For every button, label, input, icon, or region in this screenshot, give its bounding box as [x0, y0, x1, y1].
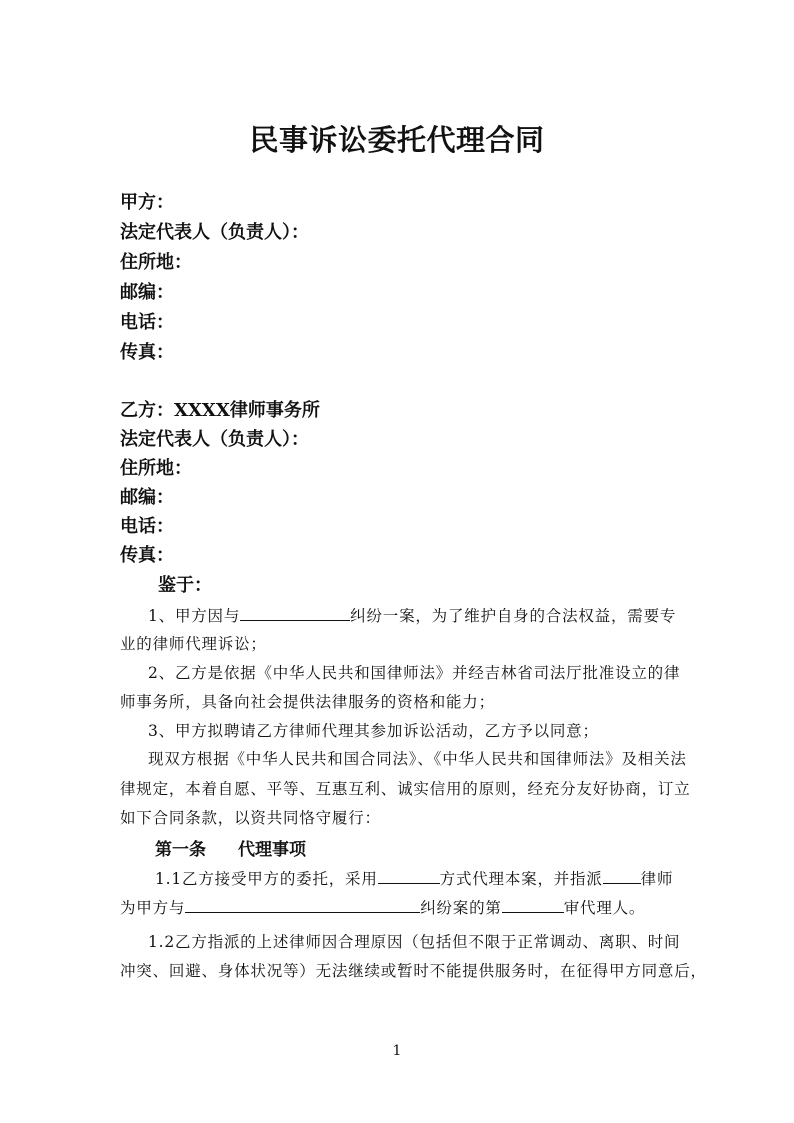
item-1-1-part-c: 律师 [640, 870, 674, 888]
clause-1-part-2: 纠纷一案，为了维护自身的合法权益，需要专 [350, 607, 677, 625]
article-1-title: 代理事项 [238, 840, 306, 860]
trial-instance-blank[interactable] [502, 897, 564, 913]
page-number: 1 [392, 1043, 402, 1059]
agreement-line-2: 律规定，本着自愿、平等、互惠互利、诚实信用的原则，经充分友好协商，订立 [120, 780, 691, 798]
party-b-phone: 电话： [120, 516, 174, 537]
clause-1-part-1: 1、甲方因与 [148, 607, 241, 625]
item-1-1-part-e: 纠纷案的第 [420, 899, 502, 917]
party-b-fax: 传真： [120, 545, 174, 566]
article-1-heading [155, 835, 306, 860]
party-b-label: 乙方：XXXX律师事务所 [120, 400, 320, 421]
party-b-address: 住所地： [120, 458, 192, 479]
party-a-phone: 电话： [120, 312, 174, 333]
item-1-1-part-f: 审代理人。 [563, 899, 646, 917]
party-b-representative: 法定代表人（负责人）： [120, 429, 309, 450]
page-title: 民事诉讼委托代理合同 [249, 123, 545, 157]
case-party-blank[interactable] [240, 605, 350, 621]
party-a-address: 住所地： [120, 252, 192, 273]
item-1-2-line-1: 1.2乙方指派的上述律师因合理原因（包括但不限于正常调动、离职、时间 [148, 933, 681, 951]
party-b-postcode: 邮编： [120, 487, 174, 508]
party-a-label: 甲方： [120, 192, 174, 213]
article-1-number: 第一条 [155, 840, 206, 860]
item-1-1-line-2 [120, 896, 680, 918]
clause-2-line-1: 2、乙方是依据《中华人民共和国律师法》并经吉林省司法厅批准设立的律 [148, 664, 681, 682]
party-a-postcode: 邮编： [120, 282, 174, 303]
item-1-1-part-b: 方式代理本案，并指派 [439, 870, 603, 888]
item-1-1-line-1 [155, 867, 680, 889]
party-a-fax: 传真： [120, 342, 174, 363]
clause-3-line-1: 3、甲方拟聘请乙方律师代理其参加诉讼活动，乙方予以同意； [148, 722, 599, 740]
clause-1-line-2: 业的律师代理诉讼； [120, 635, 267, 653]
opposing-party-blank[interactable] [185, 897, 420, 913]
item-1-1-part-a: 1.1乙方接受甲方的委托，采用 [155, 870, 378, 888]
agency-method-blank[interactable] [378, 868, 440, 884]
item-1-1-part-d: 为甲方与 [120, 899, 186, 917]
lawyer-name-blank[interactable] [603, 868, 641, 884]
item-1-2-line-2: 冲突、回避、身体状况等）无法继续或暂时不能提供服务时，在征得甲方同意后， [120, 962, 707, 980]
whereas-heading: 鉴于： [158, 575, 212, 596]
clause-1-line-1 [148, 604, 680, 626]
agreement-line-1: 现双方根据《中华人民共和国合同法》、《中华人民共和国律师法》及相关法 [148, 750, 687, 768]
agreement-line-3: 如下合同条款，以资共同恪守履行： [120, 809, 381, 827]
party-a-representative: 法定代表人（负责人）： [120, 222, 309, 243]
clause-2-line-2: 师事务所，具备向社会提供法律服务的资格和能力； [120, 693, 495, 711]
